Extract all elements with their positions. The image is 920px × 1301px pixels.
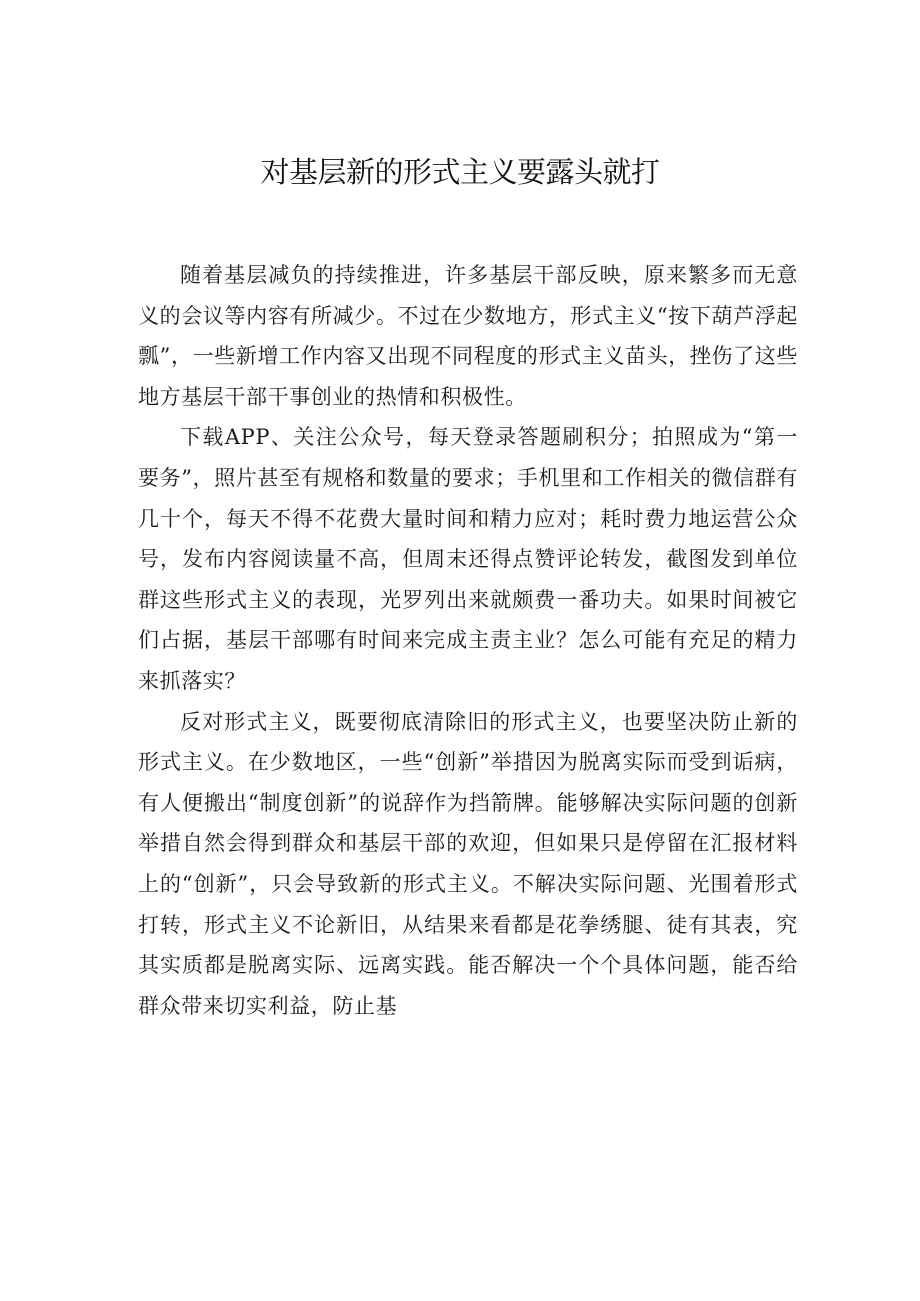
document-body [138,255,798,1026]
paragraph: 随着基层减负的持续推进，许多基层干部反映，原来繁多而无意义的会议等内容有所减少。不过在少数地方，形式主义“按下葫芦浮起瓢”，一些新增工作内容又出现不同程度的形式主义苗头，挫伤了这些地方基层干部干事创业的热情和积极性。 [138,263,798,409]
document-title: 对基层新的形式主义要露头就打 [260,155,660,189]
paragraph: 下载APP、关注公众号，每天登录答题刷积分；拍照成为“第一要务”，照片甚至有规格和数量的要求；手机里和工作相关的微信群有几十个，每天不得不花费大量时间和精力应对；耗时费力地运营公众号，发布内容阅读量不高，但周末还得点赞评论转发，截图发到单位群这些形式主义的表现，光罗列出来就颇费一番功夫。如果时间被它们占据，基层干部哪有时间来完成主责主业？怎么可能有充足的精力来抓落实？ [138,425,798,693]
paragraph: 反对形式主义，既要彻底清除旧的形式主义，也要坚决防止新的形式主义。在少数地区，一些“创新”举措因为脱离实际而受到诟病，有人便搬出“制度创新”的说辞作为挡箭牌。能够解决实际问题的创新举措自然会得到群众和基层干部的欢迎，但如果只是停留在汇报材料上的“创新”，只会导致新的形式主义。不解决实际问题、光围着形式打转，形式主义不论新旧，从结果来看都是花拳绣腿、徒有其表，究其实质都是脱离实际、远离实践。能否解决一个个具体问题，能否给群众带来切实利益，防止基 [138,709,798,1018]
